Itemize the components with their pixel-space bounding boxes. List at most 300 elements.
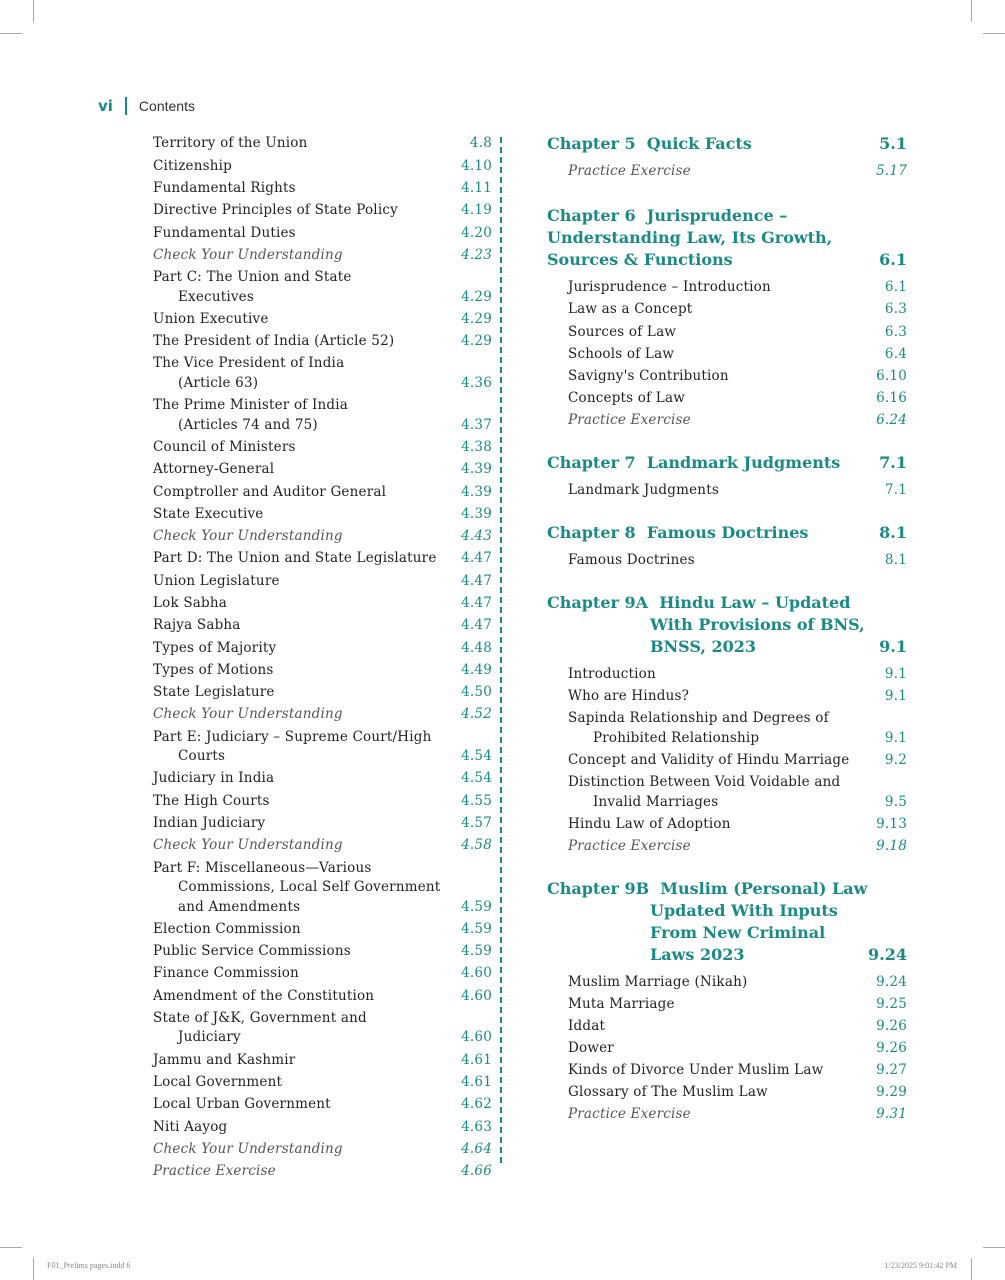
chapter-heading[interactable] <box>547 133 907 155</box>
toc-entry-title <box>153 460 461 480</box>
toc-entry-title <box>568 300 885 320</box>
toc-entry-title <box>153 814 461 834</box>
toc-entry[interactable] <box>153 682 492 704</box>
toc-entry-text: Types of Majority <box>153 639 277 656</box>
toc-entry[interactable] <box>153 459 492 481</box>
chapter-title-line: BNSS, 2023 <box>650 636 757 656</box>
toc-entry-text: Niti Aayog <box>153 1118 228 1135</box>
toc-entry[interactable] <box>153 857 492 918</box>
toc-entry[interactable] <box>153 726 492 768</box>
toc-entry-title <box>153 639 461 659</box>
toc-entry[interactable] <box>568 343 907 365</box>
toc-entry[interactable] <box>568 321 907 343</box>
toc-entry-text-cont: Commissions, Local Self Government <box>178 879 441 896</box>
toc-entry[interactable] <box>568 772 907 814</box>
chapter-items <box>547 972 907 1127</box>
toc-entry-text: Muta Marriage <box>568 995 675 1012</box>
toc-entry[interactable] <box>568 277 907 299</box>
chapter-label: Chapter 9B <box>547 878 650 898</box>
toc-entry-page: 9.18 <box>876 837 907 854</box>
toc-entry-text-cont: Judiciary <box>178 1029 241 1046</box>
toc-entry[interactable] <box>153 1138 492 1160</box>
toc-entry[interactable] <box>568 1016 907 1038</box>
chapter-page: 5.1 <box>879 134 907 153</box>
toc-entry[interactable] <box>153 593 492 615</box>
chapter-label: Chapter 9A <box>547 592 649 612</box>
toc-entry-page: 4.8 <box>469 135 492 152</box>
toc-entry-page: 6.24 <box>876 411 907 428</box>
toc-entry-title <box>568 551 885 571</box>
chapter-page: 9.24 <box>868 944 907 964</box>
toc-entry-text: Part C: The Union and State <box>153 269 352 286</box>
toc-entry-title <box>153 354 461 393</box>
toc-entry-title <box>153 920 461 940</box>
toc-entry[interactable] <box>568 1038 907 1060</box>
toc-entry-text: State of J&K, Government and <box>153 1009 367 1026</box>
toc-entry-text: Check Your Understanding <box>153 246 343 263</box>
toc-entry-page: 4.47 <box>461 617 492 634</box>
toc-entry[interactable] <box>568 550 907 572</box>
header-divider <box>125 97 127 115</box>
toc-entry[interactable] <box>153 222 492 244</box>
toc-entry-text: Distinction Between Void Voidable and <box>568 774 841 791</box>
toc-entry[interactable] <box>153 503 492 525</box>
chapter-items <box>547 161 907 183</box>
chapter-section <box>547 878 907 1127</box>
toc-entry-page: 9.1 <box>884 688 907 705</box>
chapter-title-text: Famous Doctrines <box>646 522 809 542</box>
toc-entry-title <box>568 751 885 771</box>
toc-entry-text: Judiciary in India <box>153 770 275 787</box>
toc-entry[interactable] <box>568 836 907 858</box>
toc-entry[interactable] <box>153 1049 492 1071</box>
chapter-title-line: Laws 2023 <box>650 944 745 964</box>
toc-entry[interactable] <box>568 813 907 835</box>
crop-mark <box>0 33 22 34</box>
chapter-label: Chapter 8 <box>547 522 636 542</box>
toc-entry[interactable] <box>568 1082 907 1104</box>
toc-entry-page: 4.38 <box>461 438 492 455</box>
toc-entry-title <box>153 527 461 547</box>
toc-entry-page: 4.57 <box>461 814 492 831</box>
toc-entry-page: 4.49 <box>461 661 492 678</box>
toc-entry-page: 4.59 <box>461 920 492 937</box>
chapter-title-text: Hindu Law – Updated <box>659 592 851 612</box>
toc-entry-text: Who are Hindus? <box>568 688 690 705</box>
chapter-page: 9.1 <box>879 636 907 656</box>
toc-entry[interactable] <box>153 790 492 812</box>
toc-entry[interactable] <box>568 750 907 772</box>
toc-entry[interactable] <box>153 704 492 726</box>
toc-entry-title <box>568 481 885 501</box>
toc-entry-text: Types of Motions <box>153 661 274 678</box>
chapter-title-line <box>547 878 868 900</box>
toc-entry[interactable] <box>153 353 492 395</box>
toc-entry-text: Union Legislature <box>153 572 280 589</box>
toc-entry-title <box>153 438 461 458</box>
crop-mark <box>971 1258 972 1280</box>
toc-entry-page: 4.29 <box>461 310 492 327</box>
toc-entry[interactable] <box>568 388 907 410</box>
toc-entry-page: 6.3 <box>884 301 907 318</box>
toc-entry-text: Practice Exercise <box>568 163 691 180</box>
toc-entry-title <box>568 995 876 1015</box>
toc-entry-page: 6.4 <box>884 345 907 362</box>
toc-entry-page: 4.39 <box>461 461 492 478</box>
chapter-title-line: From New Criminal <box>650 922 826 942</box>
toc-entry-title <box>568 687 885 707</box>
toc-entry-text: Practice Exercise <box>568 837 691 854</box>
toc-entry[interactable] <box>153 526 492 548</box>
toc-entry-page: 9.1 <box>884 729 907 746</box>
toc-entry-title <box>153 134 470 154</box>
chapter-title-line <box>547 522 879 544</box>
toc-entry-text: Dower <box>568 1040 614 1057</box>
toc-entry-title <box>153 179 461 199</box>
toc-entry-text: State Executive <box>153 505 264 522</box>
toc-entry-page: 9.5 <box>884 793 907 810</box>
toc-entry[interactable] <box>153 200 492 222</box>
chapter-section <box>547 452 907 502</box>
toc-entry-text: Directive Principles of State Policy <box>153 202 398 219</box>
toc-entry-title <box>568 1105 876 1125</box>
toc-entry-page: 9.24 <box>876 973 907 990</box>
chapter-page: 6.1 <box>879 250 907 270</box>
toc-entry[interactable] <box>153 481 492 503</box>
toc-entry-text: Amendment of the Constitution <box>153 987 375 1004</box>
crop-mark <box>983 33 1005 34</box>
toc-entry[interactable] <box>568 994 907 1016</box>
toc-entry[interactable] <box>153 395 492 437</box>
toc-entry-page: 6.3 <box>884 323 907 340</box>
toc-entry[interactable] <box>153 1094 492 1116</box>
toc-entry-page: 4.11 <box>461 179 492 196</box>
toc-entry[interactable] <box>153 437 492 459</box>
toc-entry-page: 4.10 <box>461 157 492 174</box>
toc-entry-text: Council of Ministers <box>153 438 296 455</box>
chapter-label: Chapter 5 <box>547 134 636 153</box>
toc-entry-page: 6.1 <box>884 279 907 296</box>
toc-entry[interactable] <box>153 768 492 790</box>
toc-entry[interactable] <box>568 161 907 183</box>
toc-entry[interactable] <box>153 1116 492 1138</box>
toc-entry-page: 4.60 <box>461 965 492 982</box>
toc-entry-text: The Prime Minister of India <box>153 397 349 414</box>
chapter-title-line <box>547 592 879 614</box>
toc-entry[interactable] <box>568 686 907 708</box>
chapter-title-text: Muslim (Personal) Law <box>660 878 868 898</box>
chapter-title <box>547 133 879 155</box>
toc-entry[interactable] <box>568 664 907 686</box>
toc-entry-page: 8.1 <box>884 552 907 569</box>
toc-entry[interactable] <box>153 570 492 592</box>
toc-entry-title <box>568 389 876 409</box>
chapter-items <box>547 480 907 502</box>
toc-entry-text: Check Your Understanding <box>153 837 343 854</box>
toc-entry[interactable] <box>153 1161 492 1183</box>
toc-entry[interactable] <box>568 1104 907 1126</box>
toc-entry-page: 9.25 <box>876 995 907 1012</box>
toc-entry-page: 9.29 <box>876 1084 907 1101</box>
toc-entry-page: 4.23 <box>461 246 492 263</box>
toc-entry-text: Indian Judiciary <box>153 814 266 831</box>
toc-entry[interactable] <box>153 985 492 1007</box>
toc-entry-text: Union Executive <box>153 310 269 327</box>
toc-entry[interactable] <box>153 813 492 835</box>
toc-entry-page: 4.43 <box>461 528 492 545</box>
toc-entry[interactable] <box>568 365 907 387</box>
toc-entry-title <box>153 942 461 962</box>
toc-entry-text: Comptroller and Auditor General <box>153 483 387 500</box>
toc-entry-text: Hindu Law of Adoption <box>568 815 731 832</box>
toc-entry-text: Practice Exercise <box>153 1163 276 1180</box>
toc-entry[interactable] <box>153 178 492 200</box>
toc-entry-title <box>153 157 461 177</box>
toc-entry-page: 4.63 <box>461 1118 492 1135</box>
toc-entry[interactable] <box>153 963 492 985</box>
toc-entry-text: The High Courts <box>153 792 270 809</box>
toc-entry-title <box>153 1051 461 1071</box>
chapter-page: 7.1 <box>879 452 907 472</box>
toc-entry-text: Part D: The Union and State Legislature <box>153 550 437 567</box>
toc-entry-text: Savigny's Contribution <box>568 367 729 384</box>
toc-entry-title <box>153 310 461 330</box>
chapter-label: Chapter 6 <box>547 206 636 226</box>
toc-entry[interactable] <box>153 548 492 570</box>
chapter-heading[interactable] <box>547 592 907 658</box>
toc-entry[interactable] <box>568 480 907 502</box>
toc-entry-title <box>568 367 876 387</box>
toc-entry-page: 9.13 <box>876 815 907 832</box>
toc-entry-text: Muslim Marriage (Nikah) <box>568 973 748 990</box>
toc-entry-title <box>568 162 876 182</box>
toc-entry-text: Part F: Miscellaneous—Various <box>153 859 372 876</box>
toc-entry-text: Sources of Law <box>568 323 677 340</box>
crop-mark <box>33 1258 34 1280</box>
toc-entry[interactable] <box>568 299 907 321</box>
toc-entry-text: Sapinda Relationship and Degrees of <box>568 710 829 727</box>
toc-entry-page: 4.59 <box>461 943 492 960</box>
toc-entry-text: Lok Sabha <box>153 594 228 611</box>
toc-entry-page: 4.61 <box>461 1051 492 1068</box>
toc-entry-text: Finance Commission <box>153 965 299 982</box>
toc-entry-text: Jurisprudence – Introduction <box>568 279 771 296</box>
toc-entry-page: 6.16 <box>876 389 907 406</box>
toc-entry-title <box>568 665 885 685</box>
toc-entry-text: Practice Exercise <box>568 1106 691 1123</box>
toc-entry-page: 4.59 <box>461 898 492 915</box>
toc-entry-page: 4.61 <box>461 1074 492 1091</box>
toc-entry[interactable] <box>153 1072 492 1094</box>
chapter-items <box>547 277 907 432</box>
toc-entry-title <box>153 268 461 307</box>
footer-timestamp: 1/23/2025 9:01:42 PM <box>884 1261 957 1270</box>
toc-entry[interactable] <box>153 244 492 266</box>
toc-entry-title <box>153 1095 461 1115</box>
column-divider <box>500 137 502 1163</box>
toc-entry-title <box>568 815 876 835</box>
toc-entry-title <box>153 246 461 266</box>
chapter-heading[interactable] <box>547 205 907 271</box>
chapter-title-line: With Provisions of BNS, <box>650 614 865 634</box>
chapter-title <box>547 452 879 474</box>
toc-entry-title <box>153 769 461 789</box>
toc-entry-title <box>153 859 461 918</box>
toc-entry-page: 4.50 <box>461 684 492 701</box>
toc-entry-page: 4.54 <box>461 770 492 787</box>
toc-entry-text: The President of India (Article 52) <box>153 333 395 350</box>
toc-entry-page: 4.64 <box>461 1140 492 1157</box>
toc-entry-text: Concepts of Law <box>568 389 685 406</box>
toc-entry-text: Local Urban Government <box>153 1096 331 1113</box>
toc-entry-text: Practice Exercise <box>568 411 691 428</box>
toc-entry-page: 9.26 <box>876 1040 907 1057</box>
toc-entry-text: Election Commission <box>153 920 301 937</box>
page-header <box>98 96 195 116</box>
toc-entry[interactable] <box>153 267 492 309</box>
toc-entry-text: Check Your Understanding <box>153 706 343 723</box>
chapter-section <box>547 522 907 572</box>
toc-entry[interactable] <box>568 972 907 994</box>
toc-entry-page: 4.47 <box>461 572 492 589</box>
toc-entry-title <box>153 1009 461 1048</box>
toc-entry[interactable] <box>153 918 492 940</box>
crop-mark <box>971 0 972 22</box>
chapter-label: Chapter 7 <box>547 452 636 472</box>
toc-entry[interactable] <box>153 615 492 637</box>
toc-entry-text: Check Your Understanding <box>153 528 343 545</box>
page-number: vi <box>98 97 113 115</box>
toc-entry[interactable] <box>153 308 492 330</box>
chapter-section <box>547 133 907 183</box>
toc-entry-text: Fundamental Rights <box>153 179 296 196</box>
toc-entry-text: Schools of Law <box>568 345 675 362</box>
toc-entry-text: Citizenship <box>153 157 232 174</box>
toc-entry-title <box>568 411 876 431</box>
toc-entry-page: 4.66 <box>461 1163 492 1180</box>
toc-entry[interactable] <box>153 835 492 857</box>
toc-entry-text-cont: (Article 63) <box>178 374 259 391</box>
chapter-page: 8.1 <box>879 522 907 542</box>
toc-entry-text: Law as a Concept <box>568 301 693 318</box>
chapter-heading[interactable] <box>547 522 907 544</box>
toc-entry-title <box>568 1017 876 1037</box>
toc-entry[interactable] <box>153 155 492 177</box>
toc-entry[interactable] <box>568 1060 907 1082</box>
toc-entry-page: 4.48 <box>461 639 492 656</box>
toc-entry-title <box>153 1140 461 1160</box>
toc-entry-title <box>153 728 461 767</box>
toc-entry-page: 9.2 <box>884 752 907 769</box>
toc-entry-title <box>153 549 461 569</box>
chapter-title-text: Quick Facts <box>646 134 752 153</box>
toc-entry-text: State Legislature <box>153 684 275 701</box>
toc-entry-page: 4.47 <box>461 550 492 567</box>
toc-entry-title <box>153 792 461 812</box>
toc-entry-title <box>153 1073 461 1093</box>
toc-entry-title <box>153 1162 461 1182</box>
toc-entry-page: 4.39 <box>461 505 492 522</box>
chapter-title <box>547 592 879 658</box>
toc-entry-text-cont: Courts <box>178 748 226 765</box>
toc-entry-title <box>568 973 876 993</box>
toc-entry[interactable] <box>568 410 907 432</box>
toc-entry-page: 5.17 <box>876 163 907 180</box>
toc-entry[interactable] <box>153 133 492 155</box>
chapter-title <box>547 878 868 966</box>
toc-entry-page: 9.31 <box>876 1106 907 1123</box>
toc-entry-text-cont: Invalid Marriages <box>593 793 719 810</box>
toc-entry-title <box>568 278 885 298</box>
chapter-items <box>547 664 907 858</box>
toc-entry-text: Glossary of The Muslim Law <box>568 1084 768 1101</box>
chapter-heading[interactable] <box>547 452 907 474</box>
crop-mark <box>983 1247 1005 1248</box>
toc-entry-text: Public Service Commissions <box>153 943 351 960</box>
chapter-title <box>547 205 879 271</box>
toc-entry-title <box>568 837 876 857</box>
toc-entry-text: Landmark Judgments <box>568 482 719 499</box>
chapter-heading[interactable] <box>547 878 907 966</box>
toc-entry-title <box>153 201 461 221</box>
toc-entry-title <box>153 483 461 503</box>
toc-entry-text: Introduction <box>568 666 656 683</box>
chapter-title-line: Updated With Inputs <box>650 900 838 920</box>
page-title: Contents <box>138 98 195 114</box>
toc-entry-page: 4.60 <box>461 987 492 1004</box>
toc-entry-page: 7.1 <box>884 482 907 499</box>
chapter-title-line <box>547 133 879 155</box>
toc-entry-page: 4.47 <box>461 594 492 611</box>
toc-entry-title <box>568 1083 876 1103</box>
toc-entry-title <box>153 224 461 244</box>
toc-entry[interactable] <box>153 1008 492 1050</box>
chapter-section <box>547 205 907 432</box>
toc-entry-text: Rajya Sabha <box>153 617 241 634</box>
toc-entry-title <box>568 773 885 812</box>
footer-file: F01_Prelims pages.indd 6 <box>47 1261 131 1270</box>
toc-entry-title <box>153 572 461 592</box>
chapter-title-line: Sources & Functions <box>547 250 733 270</box>
toc-entry-page: 9.1 <box>884 666 907 683</box>
toc-entry-text-cont: (Articles 74 and 75) <box>178 416 318 433</box>
chapter-title-line <box>547 452 879 474</box>
toc-entry-title <box>153 396 461 435</box>
toc-entry-page: 4.29 <box>461 333 492 350</box>
toc-entry-text: Check Your Understanding <box>153 1140 343 1157</box>
toc-entry-title <box>153 964 461 984</box>
toc-entry[interactable] <box>153 331 492 353</box>
toc-entry-text: Part E: Judiciary – Supreme Court/High <box>153 728 432 745</box>
toc-entry[interactable] <box>153 637 492 659</box>
toc-entry-text-cont: Prohibited Relationship <box>593 729 760 746</box>
toc-entry-title <box>568 1039 876 1059</box>
toc-entry-page: 4.54 <box>461 748 492 765</box>
toc-entry[interactable] <box>153 941 492 963</box>
toc-entry-title <box>153 836 461 856</box>
crop-mark <box>0 1247 22 1248</box>
toc-entry-text: Fundamental Duties <box>153 224 296 241</box>
toc-entry-text: Kinds of Divorce Under Muslim Law <box>568 1062 824 1079</box>
toc-entry[interactable] <box>153 659 492 681</box>
toc-entry-text: The Vice President of India <box>153 355 345 372</box>
toc-entry[interactable] <box>568 708 907 750</box>
chapter-title-line <box>547 205 879 227</box>
toc-entry-page: 4.58 <box>461 837 492 854</box>
toc-entry-page: 9.26 <box>876 1018 907 1035</box>
toc-entry-title <box>568 709 885 748</box>
toc-entry-title <box>153 594 461 614</box>
